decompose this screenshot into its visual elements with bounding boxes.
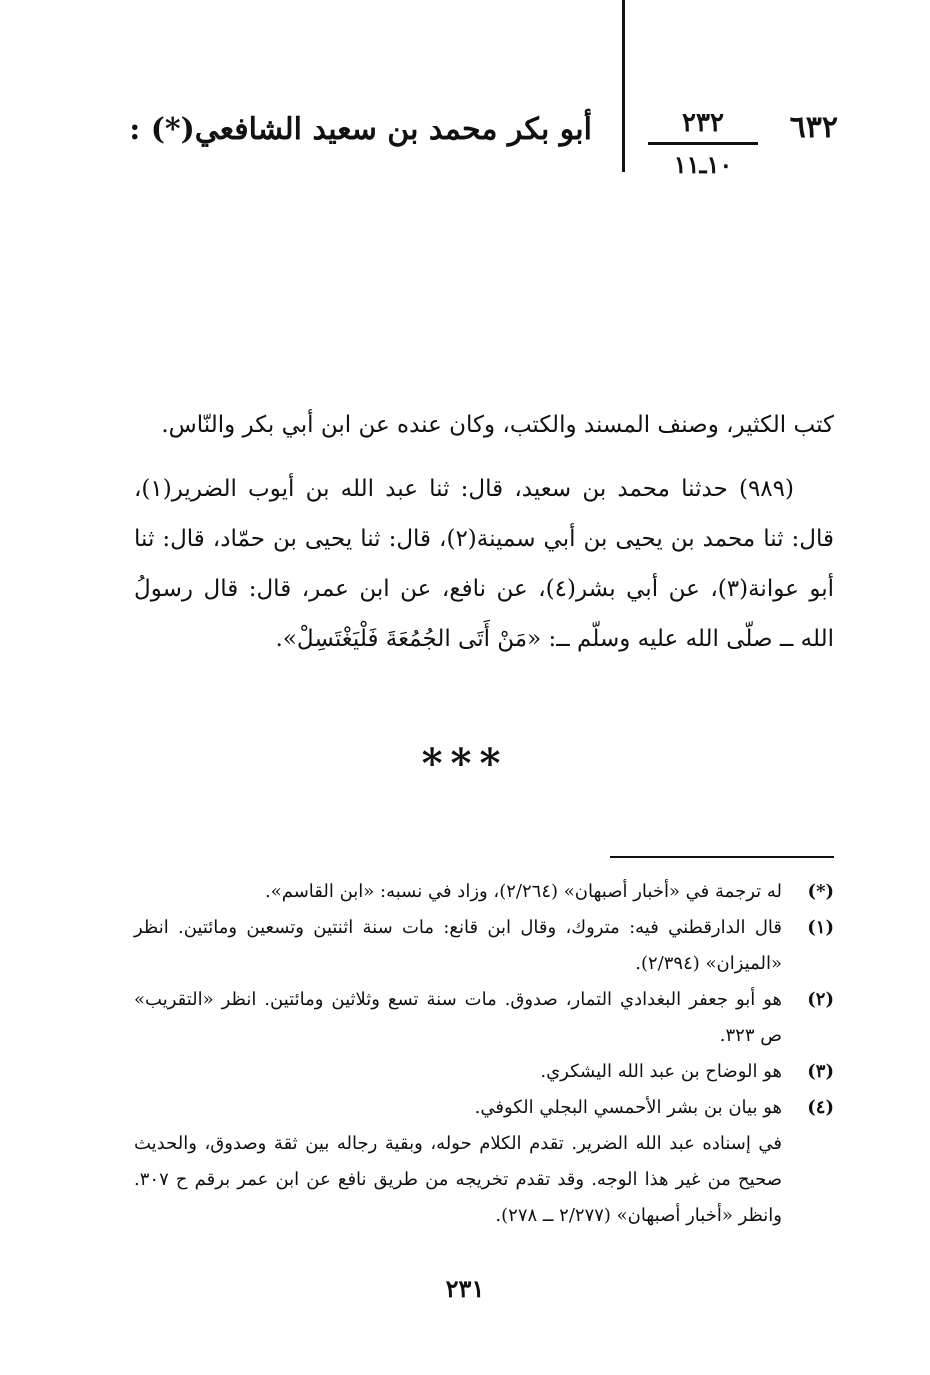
footnote-text: قال الدارقطني فيه: متروك، وقال ابن قانع: مات سنة اثنتين وتسعين ومائتين. انظر «الميزان» (٢/٣٩٤). — [134, 917, 782, 974]
entry-number: ٦٣٢ — [789, 110, 838, 145]
footnote-text: هو الوضاح بن عبد الله اليشكري. — [540, 1061, 782, 1082]
footnote-text: هو أبو جعفر البغدادي التمار، صدوق. مات سنة تسع وثلاثين ومائتين. انظر «التقريب» ص ٣٢٣. — [134, 989, 782, 1046]
footnote-rule — [610, 856, 834, 858]
footnote-item — [134, 874, 834, 910]
footnote-item — [134, 910, 834, 982]
footnote-mark: (١) — [807, 917, 834, 938]
footnote-commentary: في إسناده عبد الله الضرير. تقدم الكلام حوله، وبقية رجاله بين ثقة وصدوق، والحديث صحيح من غير هذا الوجه. وقد تقدم تخريجه من طريق نافع عن ابن عمر برقم ح ٣٠٧. وانظر «أخبار أصبهان» (٢/٢٧٧ ــ ٢٧٨). — [134, 1133, 782, 1226]
fraction-bar — [648, 142, 758, 145]
page-number: ٢٣١ — [445, 1274, 485, 1303]
footnote-item — [134, 982, 834, 1054]
entry-title: أبو بكر محمد بن سعيد الشافعي(*) : — [129, 112, 592, 147]
footnote-text: هو بيان بن بشر الأحمسي البجلي الكوفي. — [474, 1097, 782, 1118]
header-divider — [622, 0, 625, 172]
footnotes — [134, 874, 834, 1234]
section-separator: *** — [421, 740, 509, 787]
footnote-mark: (*) — [807, 881, 834, 902]
entry-fraction — [648, 108, 758, 179]
footnote-text: له ترجمة في «أخبار أصبهان» (٢/٢٦٤)، وزاد في نسبه: «ابن القاسم». — [265, 881, 782, 902]
footnote-mark: (٤) — [807, 1097, 834, 1118]
footnote-item — [134, 1090, 834, 1126]
footnote-mark: (٣) — [807, 1061, 834, 1082]
intro-paragraph: كتب الكثير، وصنف المسند والكتب، وكان عنده عن ابن أبي بكر والنّاس. — [161, 412, 834, 438]
footnote-mark: (٢) — [807, 989, 834, 1010]
fraction-top: ٢٣٢ — [682, 108, 724, 138]
footnote-item — [134, 1054, 834, 1090]
main-text — [134, 400, 834, 664]
fraction-bottom: ١٠ـ١١ — [673, 150, 733, 179]
hadith-paragraph: (٩٨٩) حدثنا محمد بن سعيد، قال: ثنا عبد الله بن أيوب الضرير(١)، قال: ثنا محمد بن يحيى بن أبي سمينة(٢)، قال: ثنا يحيى بن حمّاد، قال: ثنا أبو عوانة(٣)، عن أبي بشر(٤)، عن نافع، عن ابن عمر، قال: قال رسولُ الله ــ صلّى الله عليه وسلّم ــ: «مَنْ أَتَى الجُمُعَةَ فَلْيَغْتَسِلْ». — [134, 476, 835, 652]
